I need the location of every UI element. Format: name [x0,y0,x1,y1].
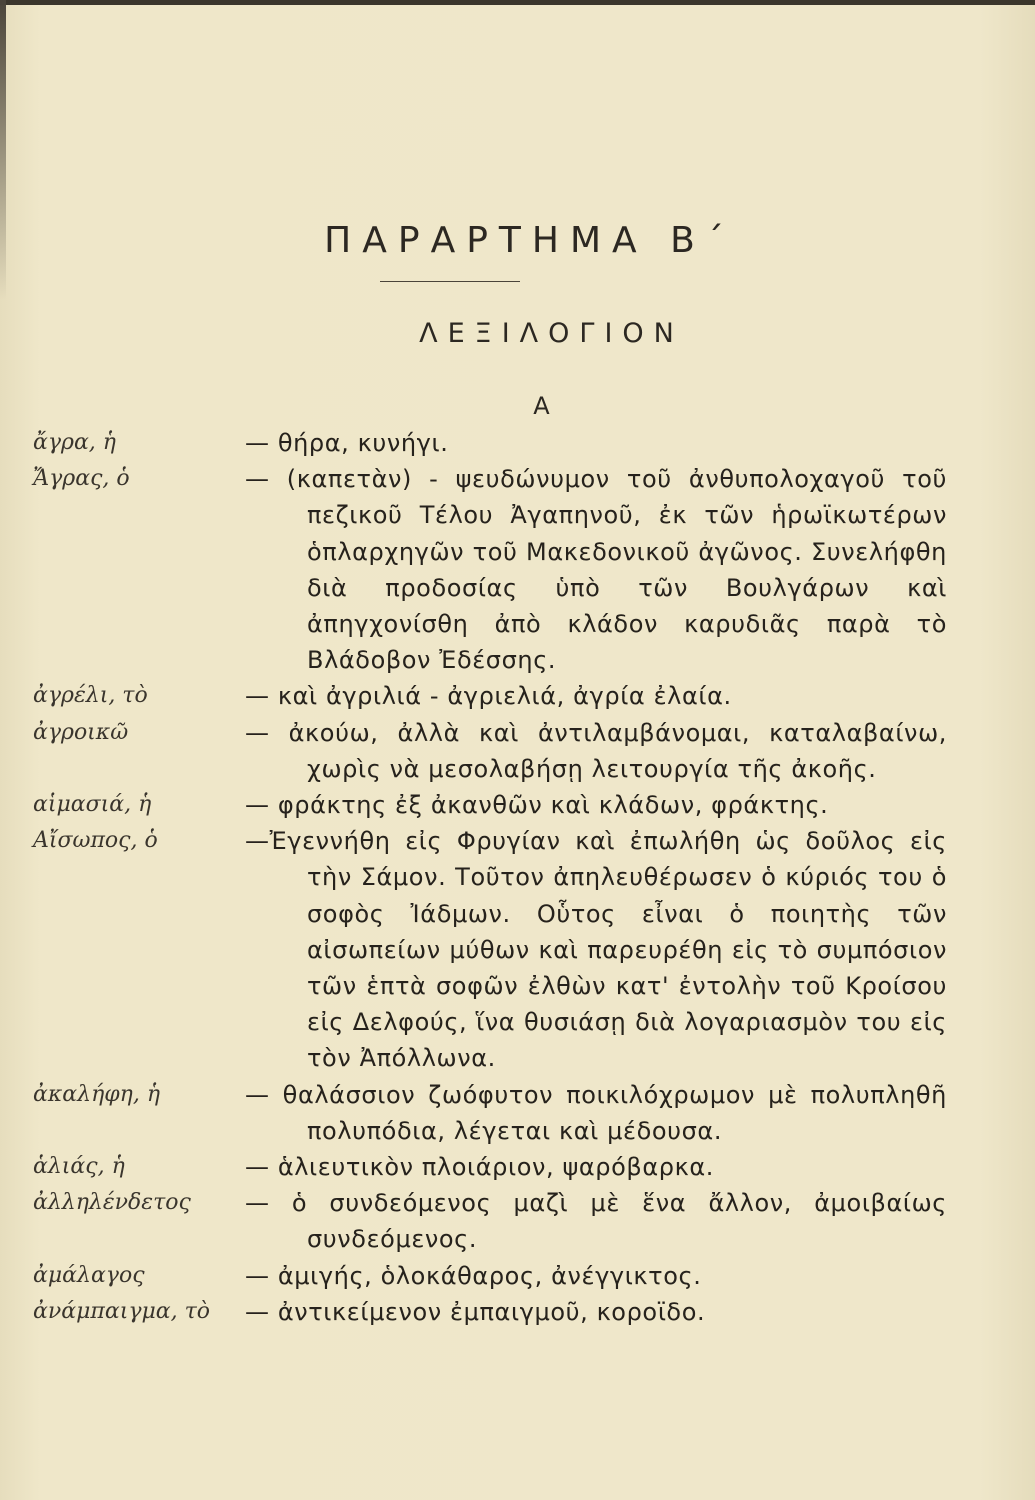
entry-headword: ἀμάλαγος [33,1262,145,1288]
glossary-entry [0,1149,1035,1185]
entry-definition: — ἀκούω, ἀλλὰ καὶ ἀντιλαμβάνομαι, καταλαβαίνω, χωρὶς νὰ μεσολαβήσῃ λειτουργία τῆς ἀκοῆς. [245,718,947,783]
glossary-entry [0,1258,1035,1294]
entry-definition: — (καπετὰν) - ψευδώνυμον τοῦ ἀνθυπολοχαγοῦ τοῦ πεζικοῦ Τέλου Ἀγαπηνοῦ, ἐκ τῶν ἡρωϊκωτέρων ὁπλαρχηγῶν τοῦ Μακεδονικοῦ ἀγῶνος. Συνελήφθη διὰ προδοσίας ὑπὸ τῶν Βουλγάρων καὶ ἀπηγχονίσθη ἀπὸ κλάδον καρυδιᾶς παρὰ τὸ Βλάδοβον Ἐδέσσης. [245,465,947,675]
entry-headword: ἀγρέλι, τὸ [33,683,148,709]
entry-definition: — θαλάσσιον ζωόφυτον ποικιλόχρωμον μὲ πολυπληθῆ πολυπόδια, λέγεται καὶ μέδουσα. [245,1080,947,1145]
glossary-entries [0,425,1035,1330]
glossary-entry [0,787,1035,823]
glossary-entry [0,461,1035,678]
entry-headword: ἀλληλένδετος [33,1190,191,1216]
glossary-entry [0,1077,1035,1149]
entry-headword: ἀνάμπαιγμα, τὸ [33,1298,211,1324]
glossary-entry [0,823,1035,1076]
entry-headword: ἀκαλήφη, ἡ [33,1081,161,1107]
entry-definition: — ἁλιευτικὸν πλοιάριον, ψαρόβαρκα. [245,1153,714,1182]
entry-headword: Ἄγρας, ὁ [33,466,130,492]
entry-definition: — ὁ συνδεόμενος μαζὶ μὲ ἕνα ἄλλον, ἀμοιβαίως συνδεόμενος. [245,1189,947,1254]
entry-definition: — καὶ ἀγριλιά - ἀγριελιά, ἀγρία ἐλαία. [245,682,732,711]
section-letter: Α [533,392,550,420]
entry-headword: Αἴσωπος, ὁ [33,828,158,854]
lexicon-title: ΛΕΞΙΛΟΓΙΟΝ [419,318,684,349]
entry-headword: ἄγρα, ἡ [33,430,116,455]
entry-definition: — φράκτης ἐξ ἀκανθῶν καὶ κλάδων, φράκτης. [245,791,829,820]
appendix-title: ΠΑΡΑΡΤΗΜΑ Β΄ [324,220,735,261]
entry-headword: αἱμασιά, ἡ [33,792,152,818]
glossary-entry [0,678,1035,714]
entry-headword: ἀγροικῶ [33,719,129,745]
entry-definition: —Ἐγεννήθη εἰς Φρυγίαν καὶ ἐπωλήθη ὡς δοῦλος εἰς τὴν Σάμον. Τοῦτον ἀπηλευθέρωσεν ὁ κύριός του ὁ σοφὸς Ἰάδμων. Οὗτος εἶναι ὁ ποιητὴς τῶν αἰσωπείων μύθων καὶ παρευρέθη εἰς τὸ συμπόσιον τῶν ἑπτὰ σοφῶν ἐλθὼν κατ' ἐντολὴν τοῦ Κροίσου εἰς Δελφούς, ἵνα θυσιάσῃ διὰ λογαριασμὸν του εἰς τὸν Ἀπόλλωνα. [245,827,947,1073]
entry-definition: — ἀμιγής, ὁλοκάθαρος, ἀνέγγικτος. [245,1261,702,1290]
glossary-entry [0,715,1035,787]
glossary-entry [0,1185,1035,1257]
page-top-edge [0,0,1035,5]
entry-definition: — θήρα, κυνήγι. [245,429,449,457]
entry-definition: — ἀντικείμενον ἐμπαιγμοῦ, κοροϊδο. [245,1297,706,1326]
entry-headword: ἁλιάς, ἡ [33,1154,125,1180]
glossary-entry [0,425,1035,461]
glossary-entry [0,1294,1035,1330]
title-divider [380,281,520,282]
